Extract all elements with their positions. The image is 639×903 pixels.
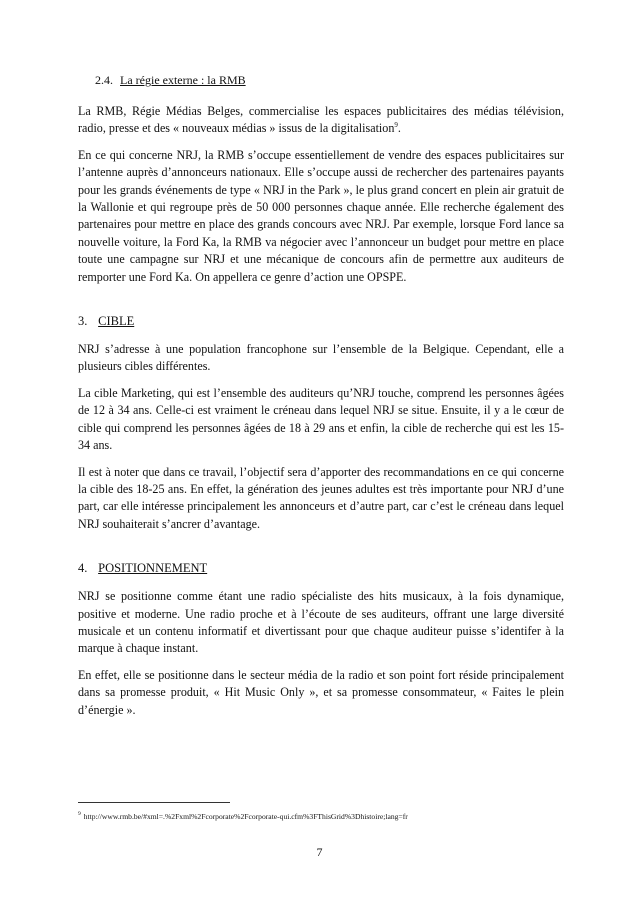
- cible-paragraph-3: Il est à noter que dans ce travail, l’objectif sera d’apporter des recommandations en ce qui concerne la cible des 18-25 ans. En effet, la génération des jeunes adultes est très importante pour NRJ d’une part, car elle intéresse principalement les annonceurs et d’autre part, car c’est le créneau dans lequel NRJ souhaiterait s’ancrer d’avantage.: [78, 464, 564, 531]
- page-number: 7: [316, 845, 323, 859]
- section-title: CIBLE: [98, 314, 135, 329]
- footnote-marker: 9: [78, 811, 81, 818]
- footnote: [78, 812, 568, 822]
- section-title: POSITIONNEMENT: [98, 561, 208, 576]
- section-number: 3.: [78, 314, 88, 329]
- section-heading-cible: [78, 313, 564, 330]
- rmb-paragraph-1: [78, 103, 564, 138]
- page-body: [78, 72, 564, 728]
- section-number: 4.: [78, 561, 88, 576]
- subsection-heading: [95, 72, 564, 89]
- cible-paragraph-1: NRJ s’adresse à une population francophone sur l’ensemble de la Belgique. Cependant, elle a plusieurs cibles différentes.: [78, 342, 564, 374]
- positionnement-paragraph-2: En effet, elle se positionne dans le secteur média de la radio et son point fort réside principalement dans sa promesse produit, « Hit Music Only », et sa promesse consommateur, « Faites le plein d’énergie ».: [78, 667, 564, 717]
- footnote-reference[interactable]: 9: [394, 121, 398, 130]
- section-heading-positionnement: [78, 560, 564, 577]
- footnote-divider: [78, 802, 230, 803]
- rmb-paragraph-1-end: .: [397, 121, 401, 136]
- subsection-number: 2.4.: [95, 73, 113, 87]
- rmb-paragraph-2: En ce qui concerne NRJ, la RMB s’occupe essentiellement de vendre des espaces publicitaires sur l’antenne auprès d’annonceurs nationaux. Elle s’occupe aussi de rechercher des partenaires payants pour les grands événements de type « NRJ in the Park », le plus grand concert en plein air gratuit de la Wallonie et qui regroupe près de 50 000 personnes chaque année. Elle recherche également des partenaires pour mettre en place des grands concours avec NRJ. Par exemple, lorsque Ford lance sa nouvelle voiture, la Ford Ka, la RMB va négocier avec l’annonceur un budget pour mettre en place toute une campagne sur NRJ et une mécanique de concours afin de permettre aux auditeurs de remporter une Ford Ka. On appellera ce genre d’action une OPSPE.: [78, 147, 564, 284]
- positionnement-paragraph-1: NRJ se positionne comme étant une radio spécialiste des hits musicaux, à la fois dynamique, positive et moderne. Une radio proche et à l’écoute de ses auditeurs, offrant une large diversité musicale et un contenu informatif et divertissant pour que chaque auditeur puisse s’identifer à la marque à chaque instant.: [78, 589, 564, 656]
- cible-paragraph-2: La cible Marketing, qui est l’ensemble des auditeurs qu’NRJ touche, comprend les personnes âgées de 12 à 34 ans. Celle-ci est vraiment le créneau dans lequel NRJ se situe. Ensuite, il y a le cœur de cible qui comprend les personnes âgées de 18 à 29 ans et enfin, la cible de recherche qui est les 15-34 ans.: [78, 385, 564, 453]
- rmb-paragraph-1-text: La RMB, Régie Médias Belges, commercialise les espaces publicitaires des médias télévision, radio, presse et des « nouveaux médias » issus de la digitalisation: [78, 104, 564, 136]
- subsection-title: La régie externe : la RMB: [120, 73, 246, 87]
- footnote-link[interactable]: http://www.rmb.be/#xml=.%2Fxml%2Fcorporate%2Fcorporate-qui.cfm%3FThisGrid%3Dhistoire;lang=fr: [83, 812, 408, 821]
